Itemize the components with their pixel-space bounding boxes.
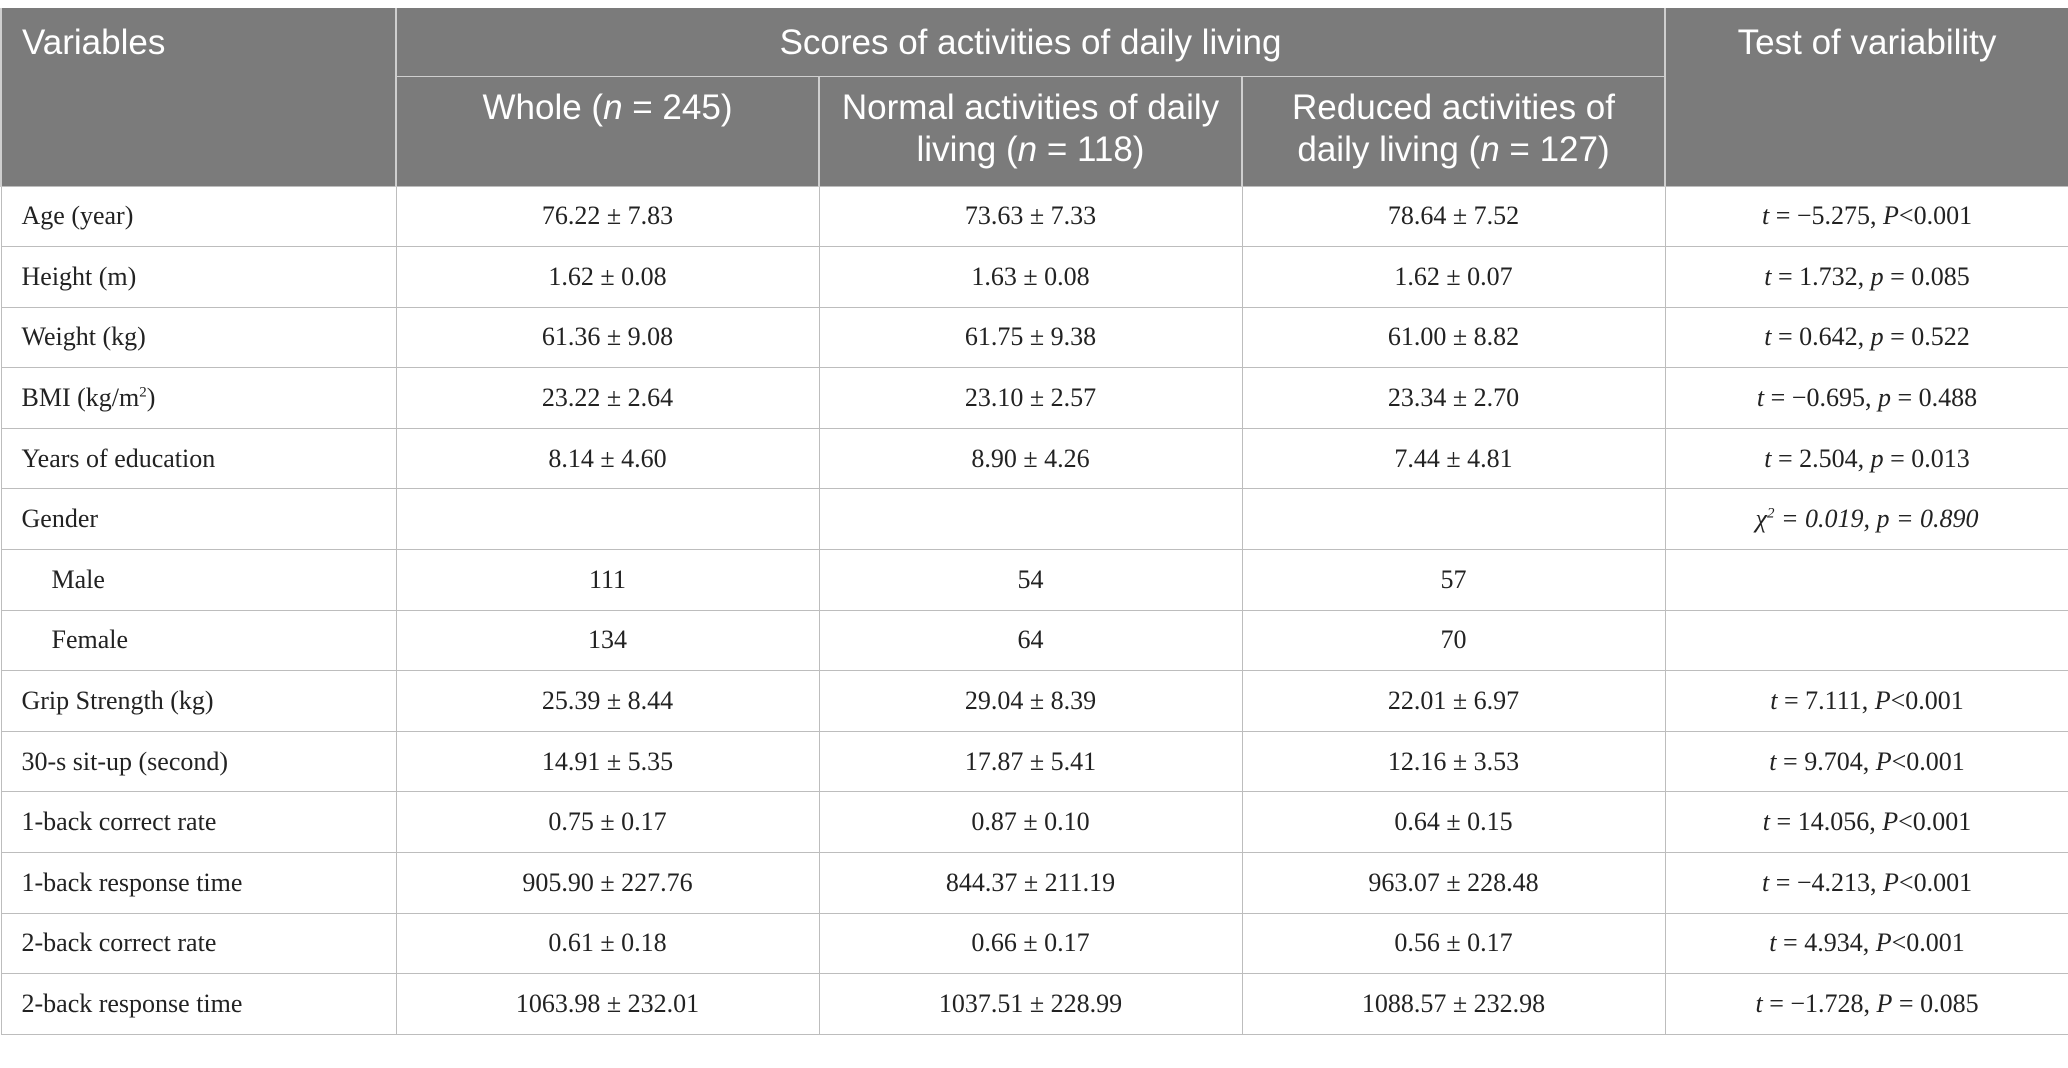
header-test-of-variability: Test of variability — [1665, 8, 2068, 186]
cell-normal: 0.66 ± 0.17 — [819, 913, 1242, 974]
cell-test — [1665, 247, 2068, 308]
cell-reduced: 23.34 ± 2.70 — [1242, 368, 1665, 429]
p-value: = 0.488 — [1890, 383, 1978, 413]
stat-symbol: t — [1761, 201, 1770, 231]
row-label: 1-back correct rate — [1, 792, 396, 853]
table-header — [1, 8, 2068, 186]
p-symbol: p — [1870, 261, 1884, 291]
header-reduced-pre: Reduced activities of daily living ( — [1292, 87, 1615, 169]
table-row — [1, 186, 2068, 247]
table-row — [1, 974, 2068, 1035]
cell-normal: 1.63 ± 0.08 — [819, 247, 1242, 308]
cell-test — [1665, 307, 2068, 368]
stat-symbol: t — [1762, 807, 1771, 837]
p-symbol: P — [1883, 867, 1899, 897]
cell-reduced: 1.62 ± 0.07 — [1242, 247, 1665, 308]
cell-whole: 905.90 ± 227.76 — [396, 853, 819, 914]
cell-whole: 23.22 ± 2.64 — [396, 368, 819, 429]
cell-test — [1665, 731, 2068, 792]
header-reduced — [1242, 76, 1665, 186]
p-value: = 0.085 — [1883, 261, 1970, 291]
cell-reduced: 963.07 ± 228.48 — [1242, 853, 1665, 914]
cell-test — [1665, 428, 2068, 489]
table-row — [1, 671, 2068, 732]
table-row — [1, 489, 2068, 550]
row-label-sup: 2 — [139, 384, 147, 401]
cell-reduced: 70 — [1242, 610, 1665, 671]
header-reduced-post: = 127) — [1499, 129, 1610, 169]
cell-whole: 0.61 ± 0.18 — [396, 913, 819, 974]
chi-value: = 0.019, p = 0.890 — [1774, 504, 1979, 534]
p-value: <0.001 — [1891, 746, 1965, 776]
header-reduced-n: n — [1480, 129, 1500, 169]
cell-reduced: 7.44 ± 4.81 — [1242, 428, 1665, 489]
cell-normal: 1037.51 ± 228.99 — [819, 974, 1242, 1035]
cell-whole: 134 — [396, 610, 819, 671]
cell-reduced: 61.00 ± 8.82 — [1242, 307, 1665, 368]
stat-symbol: t — [1764, 322, 1772, 352]
stat-value: = −5.275, — [1769, 201, 1884, 231]
table-row — [1, 247, 2068, 308]
cell-test — [1665, 550, 2068, 611]
table-row — [1, 368, 2068, 429]
cell-normal: 8.90 ± 4.26 — [819, 428, 1242, 489]
cell-test — [1665, 186, 2068, 247]
p-symbol: p — [1870, 443, 1884, 473]
p-value: <0.001 — [1898, 807, 1972, 837]
stat-value: = 14.056, — [1770, 807, 1883, 837]
cell-whole: 1.62 ± 0.08 — [396, 247, 819, 308]
stat-value: = 2.504, — [1771, 443, 1871, 473]
p-value: = 0.522 — [1883, 322, 1970, 352]
header-normal-post: = 118) — [1037, 129, 1145, 169]
cell-normal: 73.63 ± 7.33 — [819, 186, 1242, 247]
stat-value: = 0.642, — [1771, 322, 1871, 352]
stat-symbol: t — [1756, 383, 1765, 413]
table-container — [0, 8, 2068, 1035]
cell-normal: 64 — [819, 610, 1242, 671]
cell-reduced — [1242, 489, 1665, 550]
header-normal — [819, 76, 1242, 186]
cell-whole: 61.36 ± 9.08 — [396, 307, 819, 368]
header-normal-n: n — [1017, 129, 1038, 169]
row-label: Height (m) — [1, 247, 396, 308]
cell-normal: 61.75 ± 9.38 — [819, 307, 1242, 368]
cell-normal — [819, 489, 1242, 550]
stat-symbol: t — [1769, 928, 1777, 958]
cell-reduced: 22.01 ± 6.97 — [1242, 671, 1665, 732]
cell-test — [1665, 610, 2068, 671]
table-row — [1, 550, 2068, 611]
p-value: = 0.013 — [1883, 443, 1970, 473]
p-value: <0.001 — [1898, 867, 1973, 897]
stat-value: = −1.728, — [1762, 989, 1877, 1019]
stat-symbol: t — [1761, 867, 1770, 897]
cell-whole: 0.75 ± 0.17 — [396, 792, 819, 853]
cell-test — [1665, 913, 2068, 974]
p-symbol: P — [1875, 746, 1892, 776]
cell-whole — [396, 489, 819, 550]
header-whole-pre: Whole ( — [482, 87, 604, 127]
stat-symbol: t — [1770, 686, 1778, 716]
row-label: Age (year) — [1, 186, 396, 247]
data-table — [0, 8, 2068, 1035]
cell-whole: 1063.98 ± 232.01 — [396, 974, 819, 1035]
chi-symbol: χ — [1755, 504, 1767, 534]
cell-whole: 8.14 ± 4.60 — [396, 428, 819, 489]
header-whole-post: = 245) — [622, 87, 733, 127]
table-row — [1, 610, 2068, 671]
stat-value: = 1.732, — [1771, 261, 1871, 291]
p-symbol: P — [1876, 989, 1893, 1019]
chi-sup: 2 — [1766, 505, 1775, 522]
stat-value: = 9.704, — [1776, 746, 1876, 776]
table-row — [1, 307, 2068, 368]
p-value: <0.001 — [1891, 928, 1965, 958]
table-row — [1, 913, 2068, 974]
row-label-text: BMI (kg/m — [21, 383, 140, 413]
table-body — [1, 186, 2068, 1034]
cell-normal: 17.87 ± 5.41 — [819, 731, 1242, 792]
p-value: = 0.085 — [1892, 989, 1979, 1019]
stat-value: = −0.695, — [1764, 383, 1878, 413]
cell-test — [1665, 368, 2068, 429]
cell-reduced: 78.64 ± 7.52 — [1242, 186, 1665, 247]
cell-test — [1665, 489, 2068, 550]
header-normal-pre: Normal activities of daily living ( — [841, 87, 1220, 169]
row-label: Grip Strength (kg) — [1, 671, 396, 732]
cell-normal: 23.10 ± 2.57 — [819, 368, 1242, 429]
cell-reduced: 12.16 ± 3.53 — [1242, 731, 1665, 792]
cell-normal: 54 — [819, 550, 1242, 611]
p-symbol: p — [1877, 383, 1891, 413]
cell-test — [1665, 853, 2068, 914]
row-label: Weight (kg) — [1, 307, 396, 368]
stat-symbol: t — [1764, 443, 1772, 473]
cell-whole: 111 — [396, 550, 819, 611]
stat-symbol: t — [1764, 261, 1772, 291]
cell-reduced: 0.56 ± 0.17 — [1242, 913, 1665, 974]
header-scores-group: Scores of activities of daily living — [396, 8, 1665, 76]
p-symbol: P — [1875, 928, 1892, 958]
cell-test — [1665, 974, 2068, 1035]
p-value: <0.001 — [1898, 201, 1973, 231]
p-symbol: P — [1883, 201, 1899, 231]
header-whole-n: n — [603, 87, 623, 127]
row-label: Gender — [1, 489, 396, 550]
cell-normal: 29.04 ± 8.39 — [819, 671, 1242, 732]
cell-test — [1665, 792, 2068, 853]
table-row — [1, 731, 2068, 792]
row-label: 2-back response time — [1, 974, 396, 1035]
table-row — [1, 428, 2068, 489]
stat-symbol: t — [1769, 746, 1777, 776]
header-whole — [396, 76, 819, 186]
p-symbol: P — [1882, 807, 1899, 837]
cell-normal: 844.37 ± 211.19 — [819, 853, 1242, 914]
cell-reduced: 0.64 ± 0.15 — [1242, 792, 1665, 853]
stat-value: = 4.934, — [1776, 928, 1876, 958]
table-row — [1, 792, 2068, 853]
cell-whole: 76.22 ± 7.83 — [396, 186, 819, 247]
row-label: 1-back response time — [1, 853, 396, 914]
cell-normal: 0.87 ± 0.10 — [819, 792, 1242, 853]
row-label: Female — [1, 610, 396, 671]
p-value: <0.001 — [1890, 686, 1964, 716]
row-label: 30-s sit-up (second) — [1, 731, 396, 792]
cell-whole: 14.91 ± 5.35 — [396, 731, 819, 792]
stat-value: = 7.111, — [1777, 686, 1875, 716]
table-row — [1, 853, 2068, 914]
p-symbol: p — [1870, 322, 1884, 352]
row-label — [1, 368, 396, 429]
row-label: 2-back correct rate — [1, 913, 396, 974]
cell-reduced: 1088.57 ± 232.98 — [1242, 974, 1665, 1035]
row-label: Years of education — [1, 428, 396, 489]
cell-whole: 25.39 ± 8.44 — [396, 671, 819, 732]
stat-value: = −4.213, — [1769, 867, 1884, 897]
stat-symbol: t — [1755, 989, 1763, 1019]
row-label-post: ) — [146, 383, 156, 413]
row-label: Male — [1, 550, 396, 611]
p-symbol: P — [1874, 686, 1891, 716]
header-variables: Variables — [1, 8, 396, 186]
cell-reduced: 57 — [1242, 550, 1665, 611]
cell-test — [1665, 671, 2068, 732]
